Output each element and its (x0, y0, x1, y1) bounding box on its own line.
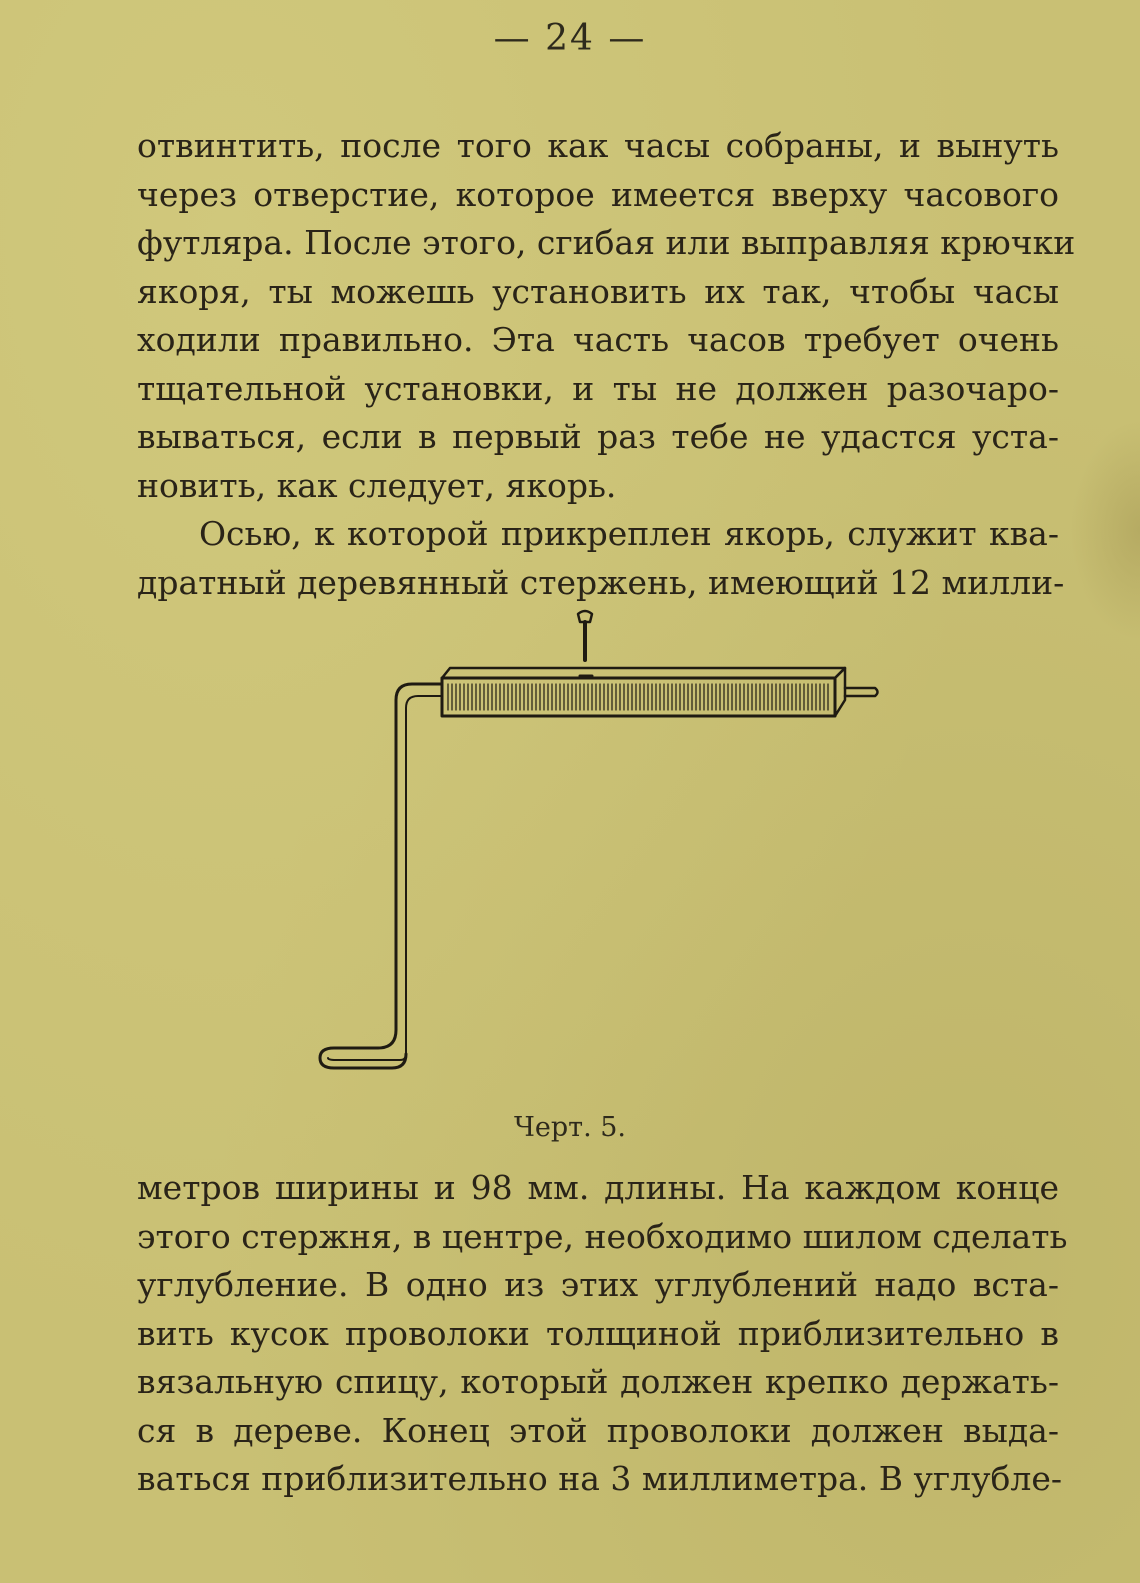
text-line: отвинтить, после того как часы собраны, и вынуть (137, 126, 1059, 165)
text-line: вязальную спицу, который должен крепко держать- (137, 1362, 1059, 1401)
text-line: якоря, ты можешь установить их так, чтобы часы (137, 271, 1059, 311)
figure-caption: Черт. 5. (514, 1112, 626, 1143)
text-line: ся в дереве. Конец этой проволоки должен выда- (137, 1410, 1059, 1450)
wire-inner (328, 696, 442, 1060)
text-line: вываться, если в первый раз тебе не удастся уста- (137, 417, 1059, 456)
text-block-top (137, 122, 1076, 607)
text-line: метров ширины и 98 мм. длины. На каждом конце (137, 1168, 1059, 1207)
text-line: новить, как следует, якорь. (137, 465, 617, 505)
text-block-bottom (137, 1164, 1068, 1504)
wire-outer (320, 684, 442, 1068)
text-line: ходили правильно. Эта часть часов требует очень (137, 320, 1059, 359)
text-line: вить кусок проволоки толщиной приблизительно в (137, 1313, 1059, 1353)
text-line: этого стержня, в центре, необходимо шилом сделать (137, 1216, 1068, 1256)
text-line: футляра. После этого, сгибая или выправляя крючки (137, 223, 1076, 262)
paper-stain (1070, 420, 1140, 640)
text-line: Осью, к которой прикреплен якорь, служит ква- (199, 514, 1059, 553)
text-line: углубление. В одно из этих углублений надо вста- (137, 1265, 1059, 1304)
rod-hatching (448, 684, 828, 710)
page-number: — 24 — (493, 18, 647, 59)
text-line: через отверстие, которое имеется вверху часового (137, 174, 1059, 214)
figure-anchor-axle (300, 600, 900, 1080)
text-line: дратный деревянный стержень, имеющий 12 милли- (137, 562, 1065, 602)
spindle-right (845, 688, 878, 696)
text-line: ваться приблизительно на 3 миллиметра. В углубле- (137, 1459, 1063, 1498)
text-line: тщательной установки, и ты не должен разочаро- (137, 368, 1059, 408)
